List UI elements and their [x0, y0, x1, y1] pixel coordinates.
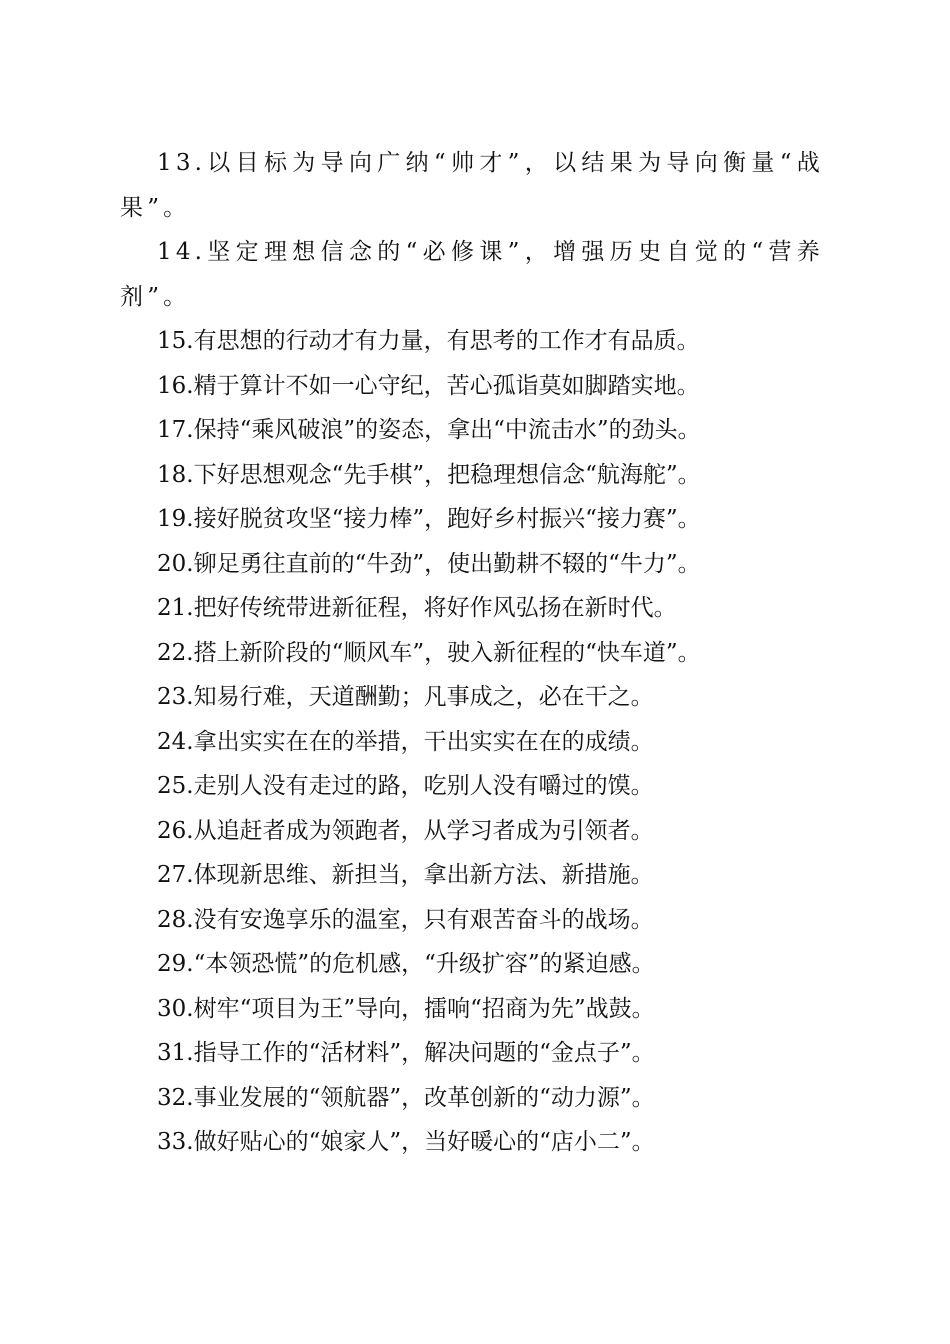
list-item-15: 15.有思想的行动才有力量，有思考的工作才有品质。 [157, 328, 700, 354]
list-item-24: 24.拿出实实在在的举措，干出实实在在的成绩。 [157, 728, 654, 755]
list-item-21: 21.把好传统带进新征程，将好作风弘扬在新时代。 [157, 595, 677, 621]
list-item-28: 28.没有安逸享乐的温室，只有艰苦奋斗的战场。 [157, 906, 654, 933]
list-item-30: 30.树牢“项目为王”导向，擂响“招商为先”战鼓。 [157, 995, 655, 1022]
list-item-25: 25.走别人没有走过的路，吃别人没有嚼过的馍。 [157, 773, 654, 799]
document-body [120, 141, 824, 1165]
list-item-33: 33.做好贴心的“娘家人”，当好暖心的“店小二”。 [157, 1129, 655, 1155]
list-item-19: 19.接好脱贫攻坚“接力棒”，跑好乡村振兴“接力赛”。 [157, 506, 701, 532]
list-item-32: 32.事业发展的“领航器”，改革创新的“动力源”。 [157, 1084, 655, 1111]
list-item-23: 23.知易行难，天道酬勤；凡事成之，必在干之。 [157, 684, 654, 710]
list-item-31: 31.指导工作的“活材料”，解决问题的“金点子”。 [157, 1040, 655, 1066]
list-item-22: 22.搭上新阶段的“顺风车”，驶入新征程的“快车道”。 [157, 639, 701, 666]
list-item-14: 14.坚定理想信念的“必修课”，增强历史自觉的“营养剂”。 [120, 239, 824, 310]
list-item-29: 29.“本领恐慌”的危机感，“升级扩容”的紧迫感。 [157, 951, 655, 977]
list-item-26: 26.从追赶者成为领跑者，从学习者成为引领者。 [157, 817, 654, 844]
list-item-13: 13.以目标为导向广纳“帅才”，以结果为导向衡量“战果”。 [120, 150, 824, 221]
list-item-20: 20.铆足勇往直前的“牛劲”，使出勤耕不辍的“牛力”。 [157, 550, 701, 577]
list-item-17: 17.保持“乘风破浪”的姿态，拿出“中流击水”的劲头。 [157, 417, 701, 443]
list-item-27: 27.体现新思维、新担当，拿出新方法、新措施。 [157, 862, 654, 888]
list-item-18: 18.下好思想观念“先手棋”，把稳理想信念“航海舵”。 [157, 461, 701, 488]
list-item-16: 16.精于算计不如一心守纪，苦心孤诣莫如脚踏实地。 [157, 372, 700, 399]
